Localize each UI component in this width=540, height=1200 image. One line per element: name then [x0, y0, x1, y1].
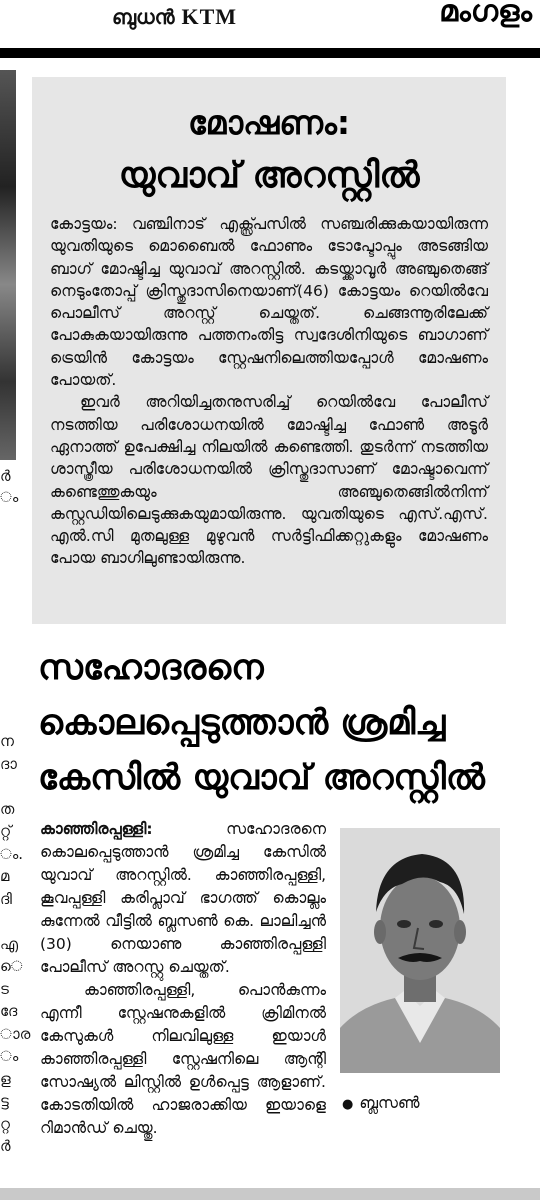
adjacent-text-fragment: ട്ട — [0, 1092, 9, 1110]
issue-day: ബുധൻ — [112, 5, 175, 29]
adjacent-text-fragment: ാര — [0, 1024, 31, 1043]
adjacent-text-fragment: െ — [0, 957, 23, 975]
adjacent-text-fragment: റ്റ് — [0, 822, 12, 840]
story1-paragraph: ഇവർ അറിയിച്ചതനുസരിച്ച് റെയിൽവേ പോലീസ് നടത്തിയ പരിശോധനയിൽ മോഷ്ടിച്ച ഫോൺ അടൂർ ഏനാത്ത് ഉപേക്ഷിച്ച നിലയിൽ കണ്ടെത്തി. തുടർന്ന് നടത്തിയ ശാസ്ത്രീയ പരിശോധനയിൽ ക്രിസ്തുദാസാണ് മോഷ്ടാവെന്ന് കണ്ടെത്തുകയും അഞ്ചുതെങ്ങിൽനിന്ന് കസ്റ്റഡിയിലെടുക്കുകയുമായിരുന്നു. യുവതിയുടെ എസ്.എസ്. എൽ.സി മുതലുള്ള മുഴുവൻ സർട്ടിഫിക്കറ്റുകളും മോഷണം പോയ ബാഗിലുണ്ടായിരുന്നു. — [50, 393, 488, 568]
adjacent-text-fragment: ദാ — [0, 754, 17, 773]
story-box-theft — [32, 77, 506, 624]
adjacent-text-fragment: മ — [0, 867, 10, 885]
adjacent-text-fragment: ട — [0, 979, 9, 998]
story1-paragraph: കോട്ടയം: വഞ്ചിനാട് എക്സ്പ്രസിൽ സഞ്ചരിക്കുകയായിരുന്ന യുവതിയുടെ മൊബൈൽ ഫോണും ടോപ്ടോപ്പും അടങ്ങിയ ബാഗ് മോഷ്ടിച്ച യുവാവ് അറസ്റ്റിൽ. കടയ്ക്കാവൂർ അഞ്ചുതെങ്ങ് നെടുംതോപ്പ് ക്രിസ്തുദാസിനെയാണ്(46) കോട്ടയം റെയിൽവേ പൊലീസ് അറസ്റ്റ് ചെയ്തത്. ചെങ്ങന്നൂരിലേക്ക് പോകുകയായിരുന്നു പത്തനംതിട്ട സ്വദേശിനിയുടെ ബാഗാണ് ട്രെയിൻ കോട്ടയം സ്റ്റേഷനിലെത്തിയപ്പോൾ മോഷണം പോയത്. — [50, 215, 488, 390]
story1-body — [50, 213, 488, 570]
story1-headline-line2: യുവാവ് അറസ്റ്റിൽ — [118, 155, 420, 196]
next-section-fragment — [0, 1188, 540, 1200]
story1-headline-line1: മോഷണം: — [187, 103, 351, 142]
edition-code: KTM — [181, 4, 238, 29]
person-photo-illustration — [340, 828, 500, 1073]
adjacent-column-bottom — [0, 730, 31, 1158]
adjacent-photo-fragment — [0, 70, 16, 460]
masthead-logo: മംഗളം — [439, 0, 532, 29]
story2-headline-line2: കൊലപ്പെടുത്താൻ ശ്രമിച്ച — [38, 703, 446, 743]
story2-body — [40, 818, 326, 1140]
adjacent-text-fragment: ള — [0, 1069, 11, 1088]
adjacent-text-fragment: റ്റ — [0, 1114, 10, 1133]
adjacent-text-fragment: ം — [0, 1047, 19, 1065]
adjacent-text-fragment — [0, 910, 24, 933]
adjacent-column-top — [0, 466, 24, 508]
photo-caption-text: ബ്ലസൺ — [359, 1094, 420, 1112]
story2-dateline: കാഞ്ഞിരപ്പള്ളി: — [40, 820, 153, 838]
adjacent-text-fragment: എ — [0, 934, 19, 953]
story2-headline-line3: കേസിൽ യുവാവ് അറസ്റ്റിൽ — [38, 758, 485, 798]
adjacent-text-fragment: ന — [0, 732, 14, 750]
page-header — [0, 0, 540, 46]
story2-paragraph: കാഞ്ഞിരപ്പള്ളി, പൊൻകുന്നം എന്നീ സ്റ്റേഷനുകളിൽ ക്രിമിനൽ കേസുകൾ നിലവിലുള്ള ഇയാൾ കാഞ്ഞിരപ്പള്ളി സ്റ്റേഷനിലെ ആന്റി സോഷ്യൽ ലിസ്റ്റിൽ ഉൾപ്പെട്ട ആളാണ്. കോടതിയിൽ ഹാജരാക്കിയ ഇയാളെ റിമാൻഡ് ചെയ്തു. — [40, 981, 326, 1137]
adjacent-text-fragment: ദി — [0, 889, 12, 908]
adjacent-text-fragment — [0, 775, 24, 798]
adjacent-text-fragment: ം — [0, 488, 19, 506]
person-photo-icon — [340, 828, 500, 1073]
story2-paragraph1-text: സഹോദരനെ കൊലപ്പെടുത്താൻ ശ്രമിച്ച കേസിൽ യുവാവ് അറസ്റ്റിൽ. കാഞ്ഞിരപ്പള്ളി, കൂവപ്പള്ളി കരിപ്ലാവ് ഭാഗത്ത് കൊല്ലം കുന്നേൽ വീട്ടിൽ ബ്ലസൺ കെ. ലാലിച്ചൻ (30) നെയാണു കാഞ്ഞിരപ്പള്ളി പോലീസ് അറസ്റ്റു ചെയ്തത്. — [40, 820, 326, 976]
adjacent-text-fragment: ം. — [0, 844, 24, 863]
header-rule — [0, 48, 540, 58]
story2-headline-line1: സഹോദരനെ — [38, 648, 264, 688]
bullet-icon: ● — [342, 1097, 354, 1112]
adjacent-text-fragment: ർ — [0, 1137, 11, 1155]
story2-paragraph — [40, 818, 326, 979]
adjacent-text-fragment: ദേ — [0, 1002, 18, 1020]
adjacent-text-fragment: ർ — [0, 467, 11, 485]
issue-date — [112, 4, 237, 30]
photo-caption — [342, 1094, 420, 1113]
adjacent-text-fragment: ത — [0, 799, 15, 818]
